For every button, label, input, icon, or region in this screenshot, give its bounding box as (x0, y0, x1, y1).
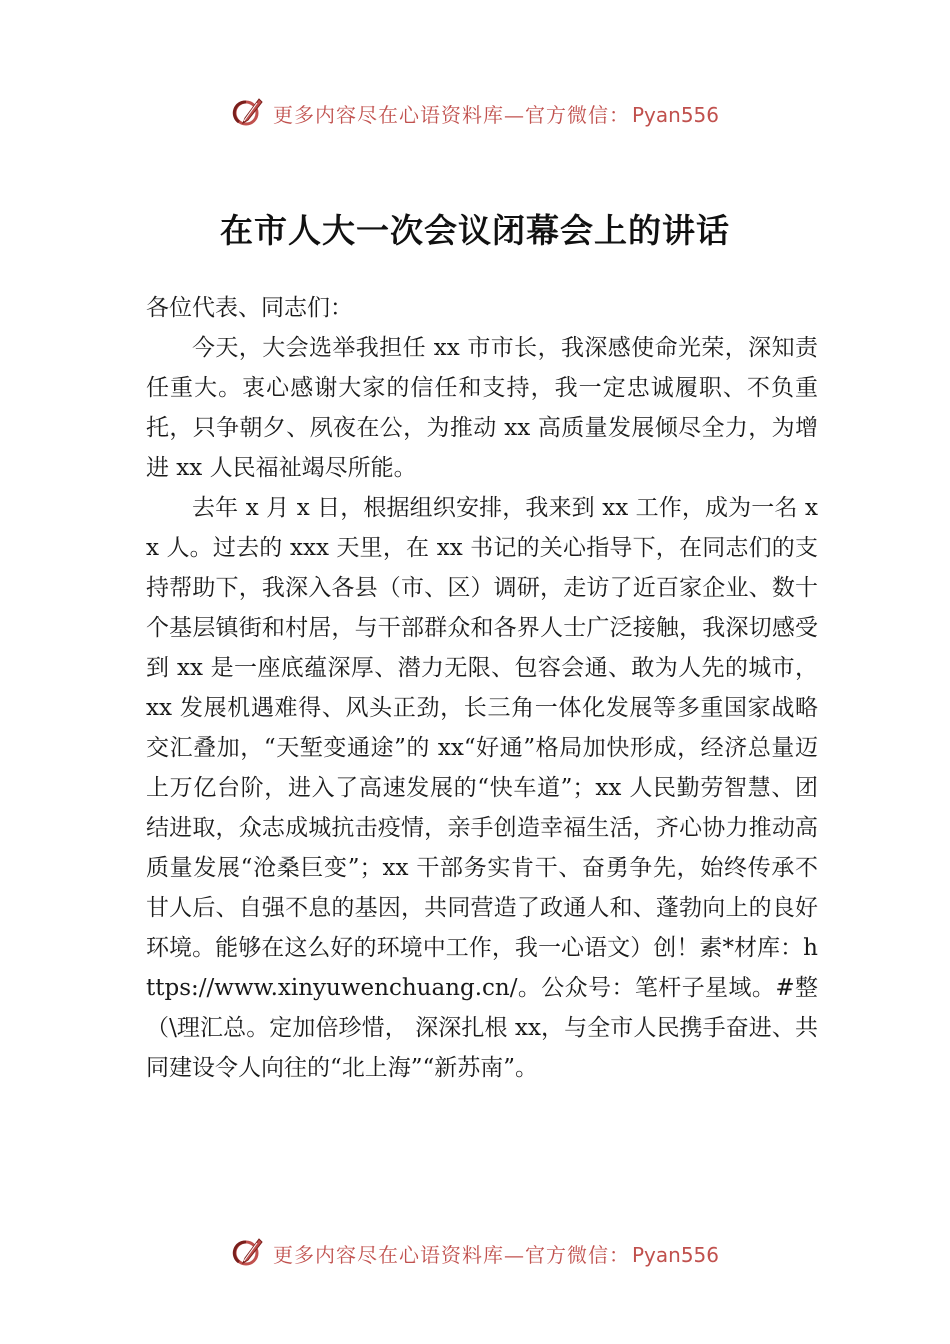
document-body (146, 288, 818, 1088)
watermark-text: 更多内容尽在心语资料库—官方微信： Pyan556 (272, 102, 719, 127)
quill-pen-logo-icon (231, 96, 265, 130)
paragraph-1: 今天，大会选举我担任 xx 市市长，我深感使命光荣，深知责任重大。衷心感谢大家的信任和支持，我一定忠诚履职、不负重托，只争朝夕、夙夜在公，为推动 xx 高质量发展倾尽全力，为增进 xx 人民福祉竭尽所能。 (146, 335, 818, 481)
quill-pen-logo-icon (231, 1236, 265, 1270)
watermark-wechat-id: Pyan556 (631, 1242, 719, 1267)
document-title: 在市人大一次会议闭幕会上的讲话 (220, 211, 730, 250)
paragraph-2: 去年 x 月 x 日，根据组织安排，我来到 xx 工作，成为一名 xx 人。过去的 xxx 天里，在 xx 书记的关心指导下，在同志们的支持帮助下，我深入各县（市、区）调研，走访了近百家企业、数十个基层镇街和村居，与干部群众和各界人士广泛接触，我深切感受到 xx 是一座底蕴深厚、潜力无限、包容会通、敢为人先的城市，xx 发展机遇难得、风头正劲，长三角一体化发展等多重国家战略交汇叠加，“天堑变通途”的 xx“好通”格局加快形成，经济总量迈上万亿台阶，进入了高速发展的“快车道”；xx 人民勤劳智慧、团结进取，众志成城抗击疫情，亲手创造幸福生活，齐心协力推动高质量发展“沧桑巨变”；xx 干部务实肯干、奋勇争先，始终传承不甘人后、自强不息的基因，共同营造了政通人和、蓬勃向上的良好环境。能够在这么好的环境中工作，我一心语文）创！素*材库：https://www.xinyuwenchuang.cn/。公众号：笔杆子星域。#整（\理汇总。定加倍珍惜， 深深扎根 xx，与全市人民携手奋进、共同建设令人向往的“北上海”“新苏南”。 (146, 495, 818, 1081)
salutation: 各位代表、同志们： (146, 295, 353, 321)
watermark-text: 更多内容尽在心语资料库—官方微信： Pyan556 (272, 1242, 719, 1267)
watermark-wechat-id: Pyan556 (631, 102, 719, 127)
footer-watermark (0, 1236, 950, 1270)
header-watermark (0, 96, 950, 130)
